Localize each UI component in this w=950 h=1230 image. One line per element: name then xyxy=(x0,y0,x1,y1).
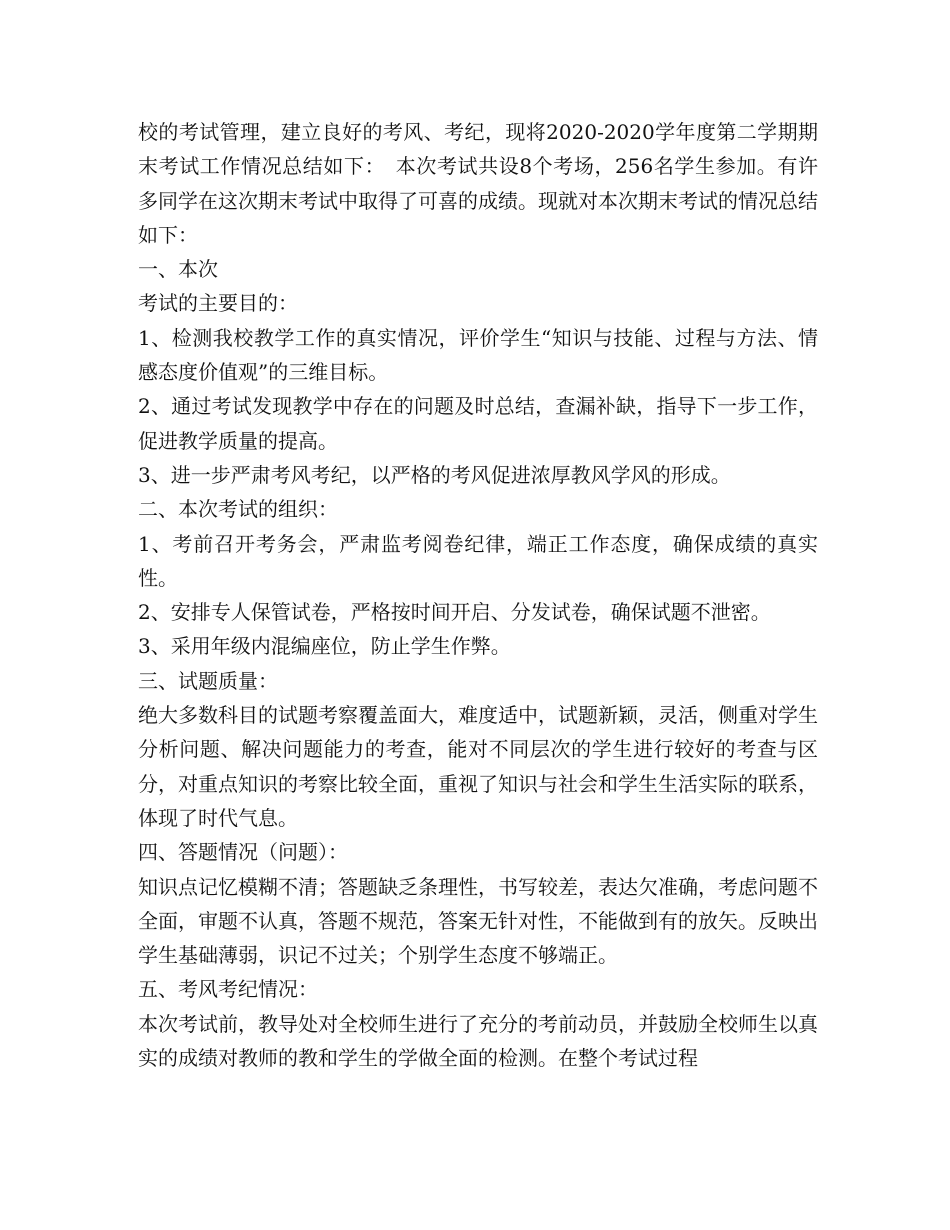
paragraph-discipline: 本次考试前，教导处对全校师生进行了充分的考前动员，并鼓励全校师生以真实的成绩对教师的教和学生的学做全面的检测。在整个考试过程 xyxy=(138,1011,818,1071)
section-heading-5: 五、考风考纪情况： xyxy=(138,977,318,1002)
list-item-purpose-1: 1、检测我校教学工作的真实情况，评价学生“知识与技能、过程与方法、情感态度价值观”的三维目标。 xyxy=(138,325,818,385)
list-item-purpose-3: 3、进一步严肃考风考纪，以严格的考风促进浓厚教风学风的形成。 xyxy=(138,462,731,487)
paragraph-quality: 绝大多数科目的试题考察覆盖面大，难度适中，试题新颖，灵活，侧重对学生分析问题、解决问题能力的考查，能对不同层次的学生进行较好的考查与区分，对重点知识的考察比较全面，重视了知识与社会和学生生活实际的联系，体现了时代气息。 xyxy=(138,703,818,830)
section-heading-2: 二、本次考试的组织： xyxy=(138,497,338,522)
paragraph-intro: 校的考试管理，建立良好的考风、考纪，现将2020-2020学年度第二学期期末考试工作情况总结如下： 本次考试共设8个考场，256名学生参加。有许多同学在这次期末考试中取得了可喜的成绩。现就对本次期末考试的情况总结如下： xyxy=(138,120,818,247)
list-item-organization-2: 2、安排专人保管试卷，严格按时间开启、分发试卷，确保试题不泄密。 xyxy=(138,600,771,625)
section-heading-4: 四、答题情况（问题）： xyxy=(138,840,348,865)
list-item-organization-1: 1、考前召开考务会，严肃监考阅卷纪律，端正工作态度，确保成绩的真实性。 xyxy=(138,531,818,590)
section-heading-1: 一、本次 xyxy=(138,257,218,282)
paragraph-purpose-title: 考试的主要目的： xyxy=(138,291,298,316)
section-heading-3: 三、试题质量： xyxy=(138,668,278,693)
list-item-organization-3: 3、采用年级内混编座位，防止学生作弊。 xyxy=(138,634,511,659)
paragraph-answers: 知识点记忆模糊不清；答题缺乏条理性，书写较差，表达欠准确，考虑问题不全面，审题不认真，答题不规范，答案无针对性，不能做到有的放矢。反映出学生基础薄弱，识记不过关；个别学生态度不够端正。 xyxy=(138,874,818,968)
document-body xyxy=(138,115,818,1075)
list-item-purpose-2: 2、通过考试发现教学中存在的问题及时总结，查漏补缺，指导下一步工作，促进教学质量的提高。 xyxy=(138,394,818,453)
